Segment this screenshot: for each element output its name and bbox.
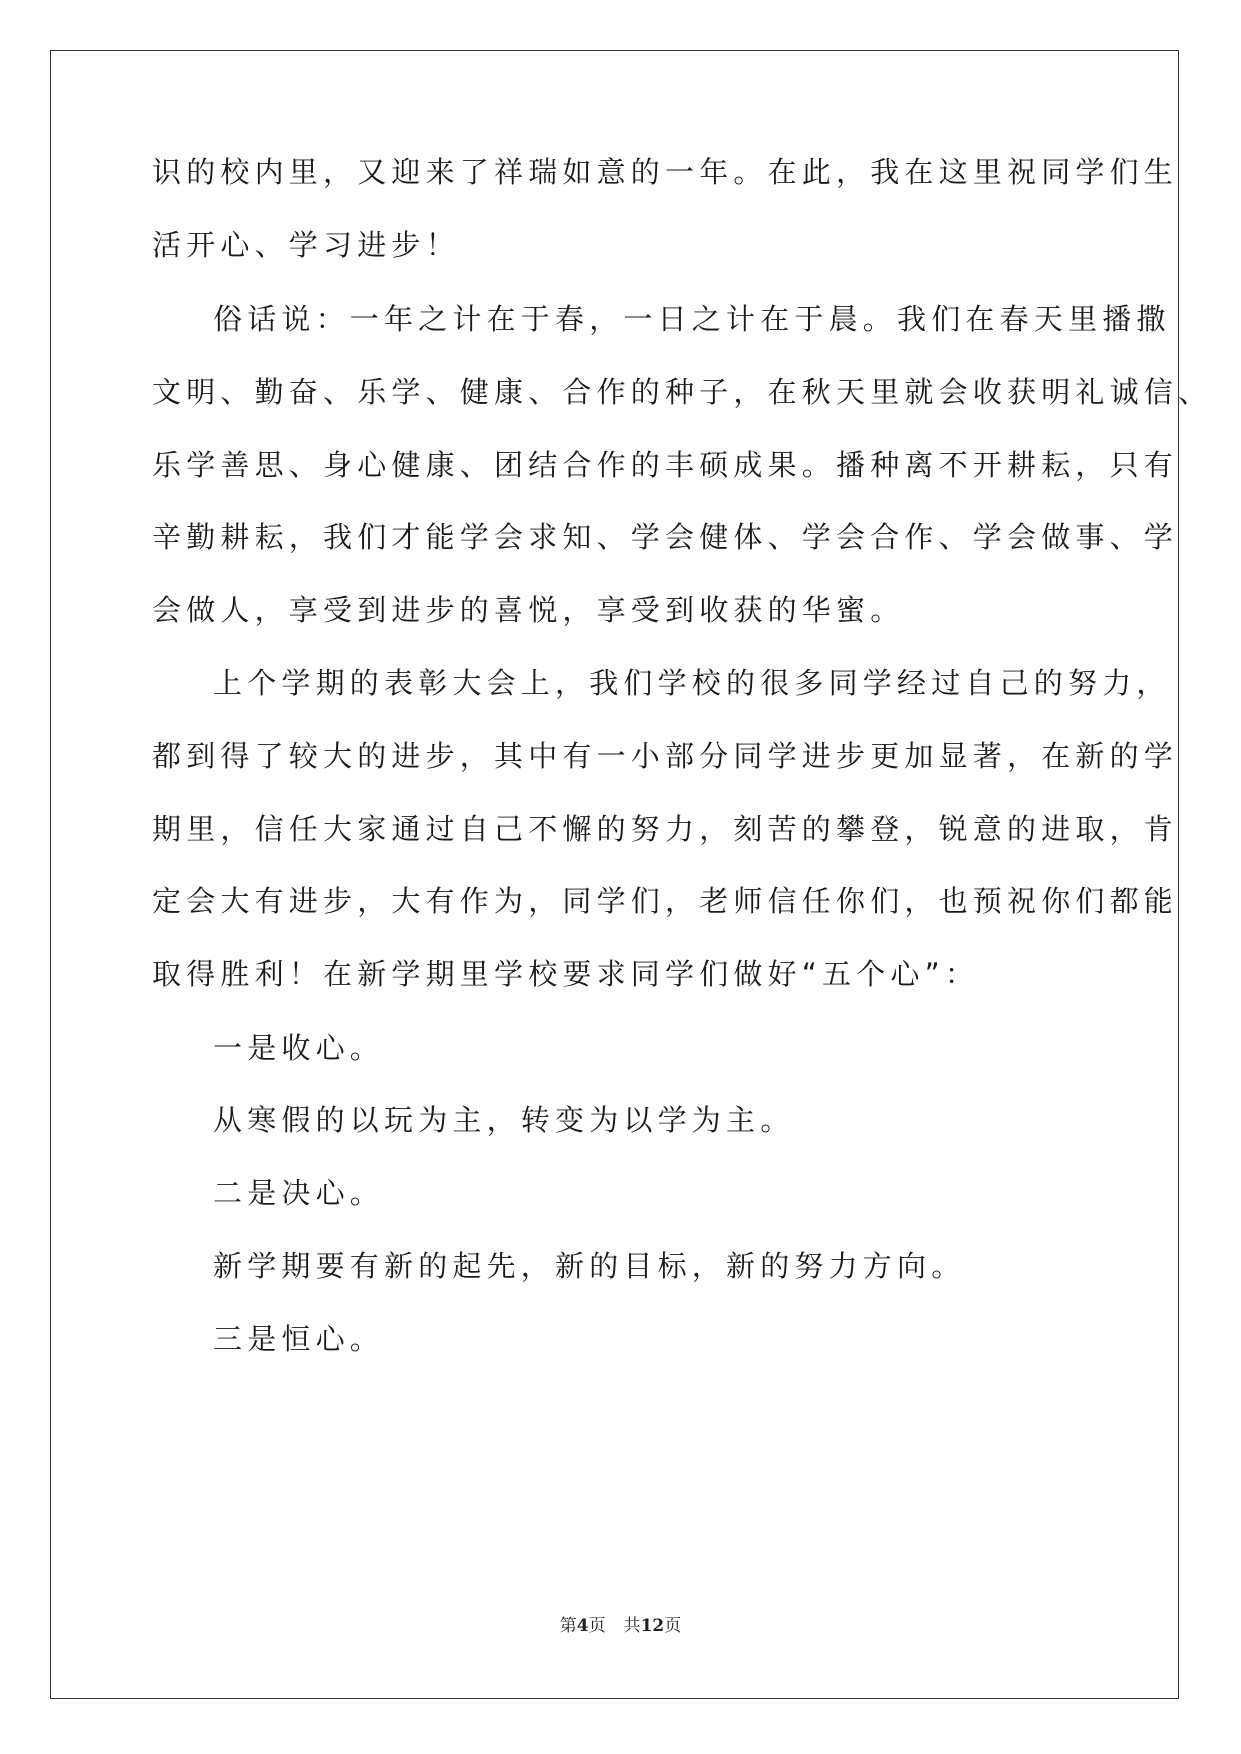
list-heading: 二是决心。 xyxy=(213,1176,385,1210)
list-heading: 三是恒心。 xyxy=(213,1322,385,1356)
page-prefix: 第 xyxy=(559,1616,577,1636)
text-line: 乐学善思、身心健康、团结合作的丰硕成果。播种离不开耕耘，只有 xyxy=(152,448,1179,482)
page-footer xyxy=(0,1615,1241,1637)
paragraph-first-line: 新学期要有新的起先，新的目标，新的努力方向。 xyxy=(213,1249,966,1283)
page-border xyxy=(50,50,1179,1699)
text-line: 文明、勤奋、乐学、健康、合作的种子，在秋天里就会收获明礼诚信、 xyxy=(152,375,1213,409)
list-heading: 一是收心。 xyxy=(213,1031,385,1065)
total-suffix: 页 xyxy=(664,1616,682,1636)
text-line: 辛勤耕耘，我们才能学会求知、学会健体、学会合作、学会做事、学 xyxy=(152,520,1179,554)
text-line: 都到得了较大的进步，其中有一小部分同学进步更加显著，在新的学 xyxy=(152,739,1179,773)
text-line: 取得胜利！在新学期里学校要求同学们做好“五个心”： xyxy=(152,957,980,991)
total-pages: 12 xyxy=(640,1616,665,1636)
paragraph-first-line: 俗话说：一年之计在于春，一日之计在于晨。我们在春天里播撒 xyxy=(213,302,1171,336)
page-suffix: 页 xyxy=(588,1616,606,1636)
paragraph-first-line: 从寒假的以玩为主，转变为以学为主。 xyxy=(213,1103,795,1137)
text-line: 活开心、学习进步！ xyxy=(152,228,460,262)
text-line: 识的校内里，又迎来了祥瑞如意的一年。在此，我在这里祝同学们生 xyxy=(152,155,1179,189)
paragraph-first-line: 上个学期的表彰大会上，我们学校的很多同学经过自己的努力， xyxy=(213,666,1171,700)
text-line: 期里，信任大家通过自己不懈的努力，刻苦的攀登，锐意的进取，肯 xyxy=(152,812,1179,846)
page-number: 4 xyxy=(576,1616,589,1636)
text-line: 会做人，享受到进步的喜悦，享受到收获的华蜜。 xyxy=(152,593,905,627)
total-prefix: 共 xyxy=(623,1616,641,1636)
text-line: 定会大有进步，大有作为，同学们，老师信任你们，也预祝你们都能 xyxy=(152,884,1179,918)
